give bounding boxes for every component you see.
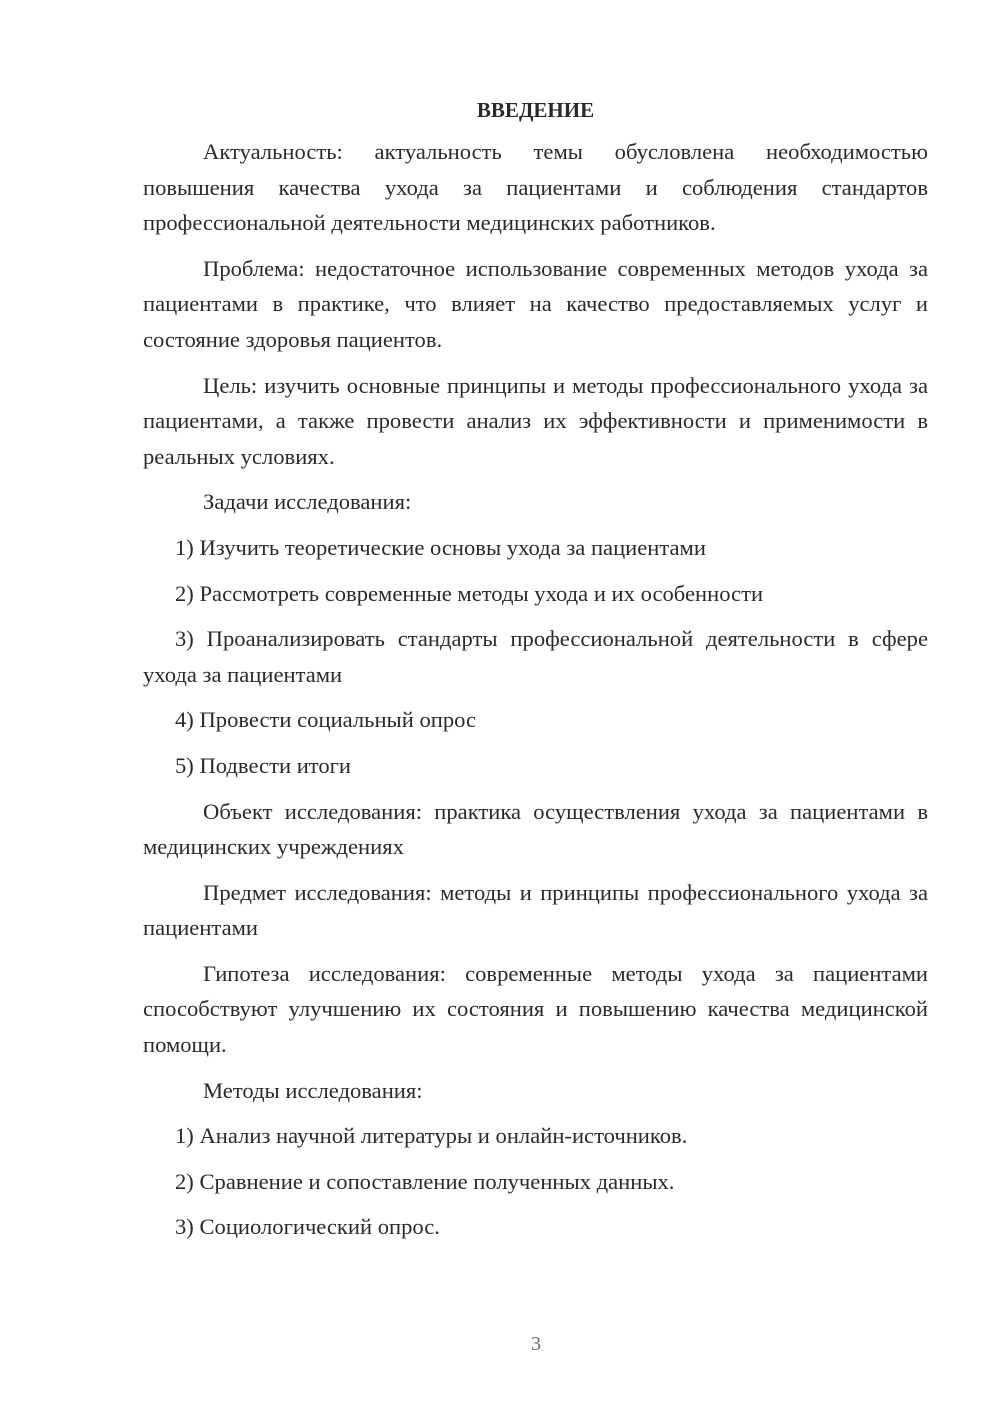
task-item: 5) Подвести итоги xyxy=(175,752,352,778)
problem-paragraph: Проблема: недостаточное использование современных методов ухода за пациентами в практике, что влияет на качество предоставляемых услуг и состояние здоровья пациентов. xyxy=(143,255,928,352)
method-item: 1) Анализ научной литературы и онлайн-источников. xyxy=(175,1123,688,1149)
section-heading: ВВЕДЕНИЕ xyxy=(476,98,595,122)
task-item: 2) Рассмотреть современные методы ухода и их особенности xyxy=(175,580,764,606)
page-number: 3 xyxy=(531,1333,541,1355)
method-item: 3) Социологический опрос. xyxy=(175,1214,440,1240)
tasks-label: Задачи исследования: xyxy=(203,489,412,515)
subject-paragraph: Предмет исследования: методы и принципы профессионального ухода за пациентами xyxy=(143,879,928,941)
goal-paragraph: Цель: изучить основные принципы и методы профессионального ухода за пациентами, а также провести анализ их эффективности и применимости в реальных условиях. xyxy=(143,372,928,469)
methods-label: Методы исследования: xyxy=(203,1077,423,1103)
task-item: 3) Проанализировать стандарты профессиональной деятельности в сфере ухода за пациентами xyxy=(143,626,928,687)
task-item: 1) Изучить теоретические основы ухода за пациентами xyxy=(175,534,706,560)
method-item: 2) Сравнение и сопоставление полученных данных. xyxy=(175,1168,675,1194)
task-item: 4) Провести социальный опрос xyxy=(175,707,477,733)
relevance-paragraph: Актуальность: актуальность темы обусловлена необходимостью повышения качества ухода за пациентами и соблюдения стандартов профессиональной деятельности медицинских работников. xyxy=(143,139,928,236)
object-paragraph: Объект исследования: практика осуществления ухода за пациентами в медицинских учреждениях xyxy=(143,798,928,860)
document-body xyxy=(143,92,928,1255)
hypothesis-paragraph: Гипотеза исследования: современные методы ухода за пациентами способствуют улучшению их состояния и повышению качества медицинской помощи. xyxy=(143,960,928,1058)
